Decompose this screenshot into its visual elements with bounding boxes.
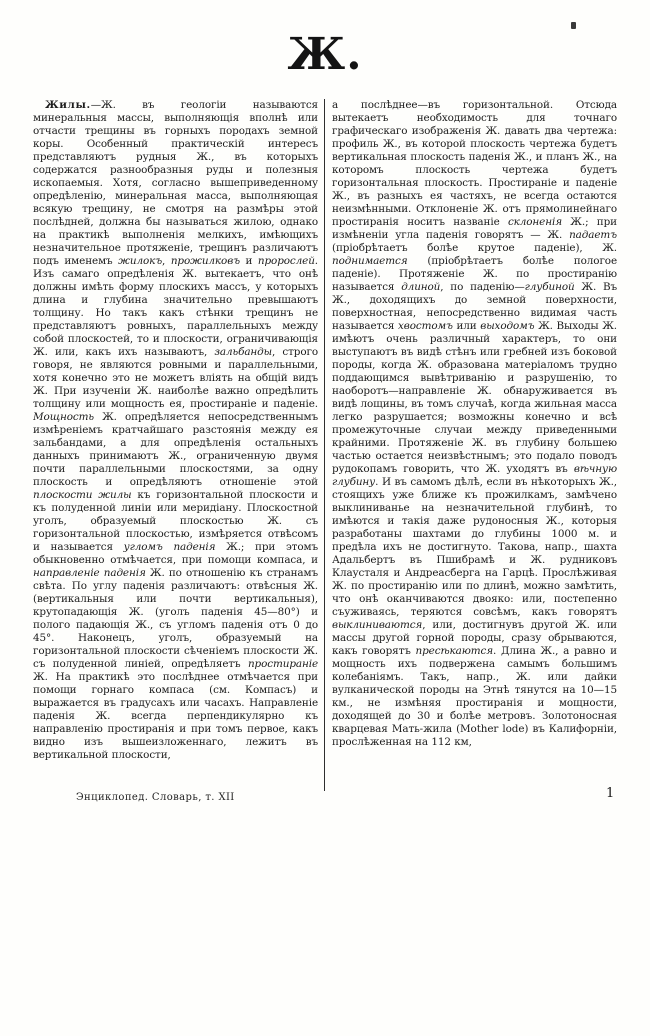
scan-artifact-speck [571,22,576,29]
article-column-left: Жилы.—Ж. въ геологіи называются минеральныя массы, выполняющія вполнѣ или отчасти трещины въ горныхъ породахъ земной коры. Особенный практическій интересъ представляютъ рудныя Ж., въ которыхъ содержатся разнообразныя руды и полезныя ископаемыя. Хотя, согласно вышеприведенному опредѣленію, минеральная масса, выполняющая всякую трещину, не смотря на размѣры этой послѣдней, должна бы называться жилою, однако на практикѣ выполненія мелкихъ, имѣющихъ незначительное протяженіе, трещинъ различаютъ подъ именемъ жилокъ, прожилковъ и пророслей. Изъ самаго опредѣленія Ж. вытекаетъ, что онѣ должны имѣть форму плоскихъ массъ, у которыхъ длина и глубина значительно превышаютъ толщину. Но такъ какъ стѣнки трещинъ не представляютъ ровныхъ, параллельныхъ между собой плоскостей, то и плоскости, ограничивающія Ж. или, какъ ихъ называютъ, зальбанды, строго говоря, не являются ровными и параллельными, хотя конечно это не можетъ вліять на общій видъ Ж. При изученіи Ж. наиболѣе важно опредѣлить толщину или мощность ея, простираніе и паденіе. Мощность Ж. опредѣляется непосредственнымъ измѣреніемъ кратчайшаго разстоянія между ея зальбандами, а для опредѣленія остальныхъ данныхъ принимаютъ Ж., ограниченную двумя почти параллельными плоскостями, за одну плоскость и опредѣляютъ отношеніе этой плоскости жилы къ горизонтальной плоскости и къ полуденной линіи или меридіану. Плоскостной уголъ, образуемый плоскостью Ж. съ горизонтальной плоскостью, измѣряется отвѣсомъ и называется угломъ паденія Ж.; при этомъ обыкновенно отмѣчается, при помощи компаса, и направленіе паденія Ж. по отношенію къ странамъ свѣта. По углу паденія различаютъ: отвѣсныя Ж. (вертикальныя или почти вертикальныя), крутопадающія Ж. (уголъ паденія 45—80°) и полого падающія Ж., съ угломъ паденія отъ 0 до 45°. Наконецъ, уголъ, образуемый на горизонтальной плоскости сѣченіемъ плоскости Ж. съ полуденной линіей, опредѣляетъ простираніе Ж. На практикѣ это послѣднее отмѣчается при помощи горнаго компаса (см. Компасъ) и выражается въ градусахъ или часахъ. Направленіе паденія Ж. всегда перпендикулярно къ направленію простиранія и при томъ первое, какъ видно изъ вышеизложеннаго, лежитъ въ вертикальной плоскости, [33,99,318,761]
article-column-right: а послѣднее—въ горизонтальной. Отсюда вытекаетъ необходимость для точнаго графическаго изображенія Ж. давать два чертежа: профиль Ж., въ которой плоскость чертежа будетъ вертикальная плоскость паденія Ж., и планъ Ж., на которомъ плоскость чертежа будетъ горизонтальная плоскость. Простираніе и паденіе Ж., въ разныхъ ея частяхъ, не всегда остаются неизмѣнными. Отклоненіе Ж. отъ прямолинейнаго простиранія носитъ названіе склоненія Ж.; при измѣненіи угла паденія говорятъ — Ж. падаетъ (пріобрѣтаетъ болѣе крутое паденіе), Ж. поднимается (пріобрѣтаетъ болѣе пологое паденіе). Протяженіе Ж. по простиранію называется длиной, по паденію—глубиной Ж. Въ Ж., доходящихъ до земной поверхности, поверхностная, непосредственно видимая часть называется хвостомъ или выходомъ Ж. Выходы Ж. имѣютъ очень различный характеръ, то они выступаютъ въ видѣ стѣнъ или гребней изъ боковой породы, когда Ж. образована матеріаломъ трудно поддающимся вывѣтриванію и разрушенію, то наоборотъ—направленіе Ж. обнаруживается въ видѣ лощины, въ томъ случаѣ, когда жильная масса легко разрушается; возможны конечно и всѣ промежуточные случаи между приведенными крайними. Протяженіе Ж. въ глубину большею частью остается неизвѣстнымъ; это подало поводъ рудокопамъ говорить, что Ж. уходятъ въ вѣчную глубину. И въ самомъ дѣлѣ, если въ нѣкоторыхъ Ж., стоящихъ уже ближе къ прожилкамъ, замѣчено выклиниванье на незначительной глубинѣ, то имѣются и такія даже рудоносныя Ж., которыя разработаны шахтами до глубины 1000 м. и предѣла ихъ не достигнуто. Такова, напр., шахта Адальбертъ въ Пшибрамѣ и Ж. рудниковъ Клаусталя и Андреасберга на Гарцѣ. Прослѣживая Ж. по простиранію или по длинѣ, можно замѣтить, что онѣ оканчиваются двояко: или, постепенно съуживаясь, теряются совсѣмъ, какъ говорятъ выклиниваются, или, достигнувъ другой Ж. или массы другой горной породы, сразу обрываются, какъ говорятъ пресѣкаются. Длина Ж., а равно и мощность ихъ подвержена самымъ большимъ колебаніямъ. Такъ, напр., Ж. или дайки вулканической породы на Этнѣ тянутся на 10—15 км., не измѣняя простиранія и мощности, доходящей до 30 и болѣе метровъ. Золотоносная кварцевая Мать-жила (Mother lode) въ Калифорніи, прослѣженная на 112 км, [324,99,617,791]
page-number: 1 [606,786,615,801]
section-letter-heading: Ж. [287,29,363,80]
article-columns [33,99,617,791]
volume-imprint: Энциклопед. Словарь, т. XII [76,792,235,803]
